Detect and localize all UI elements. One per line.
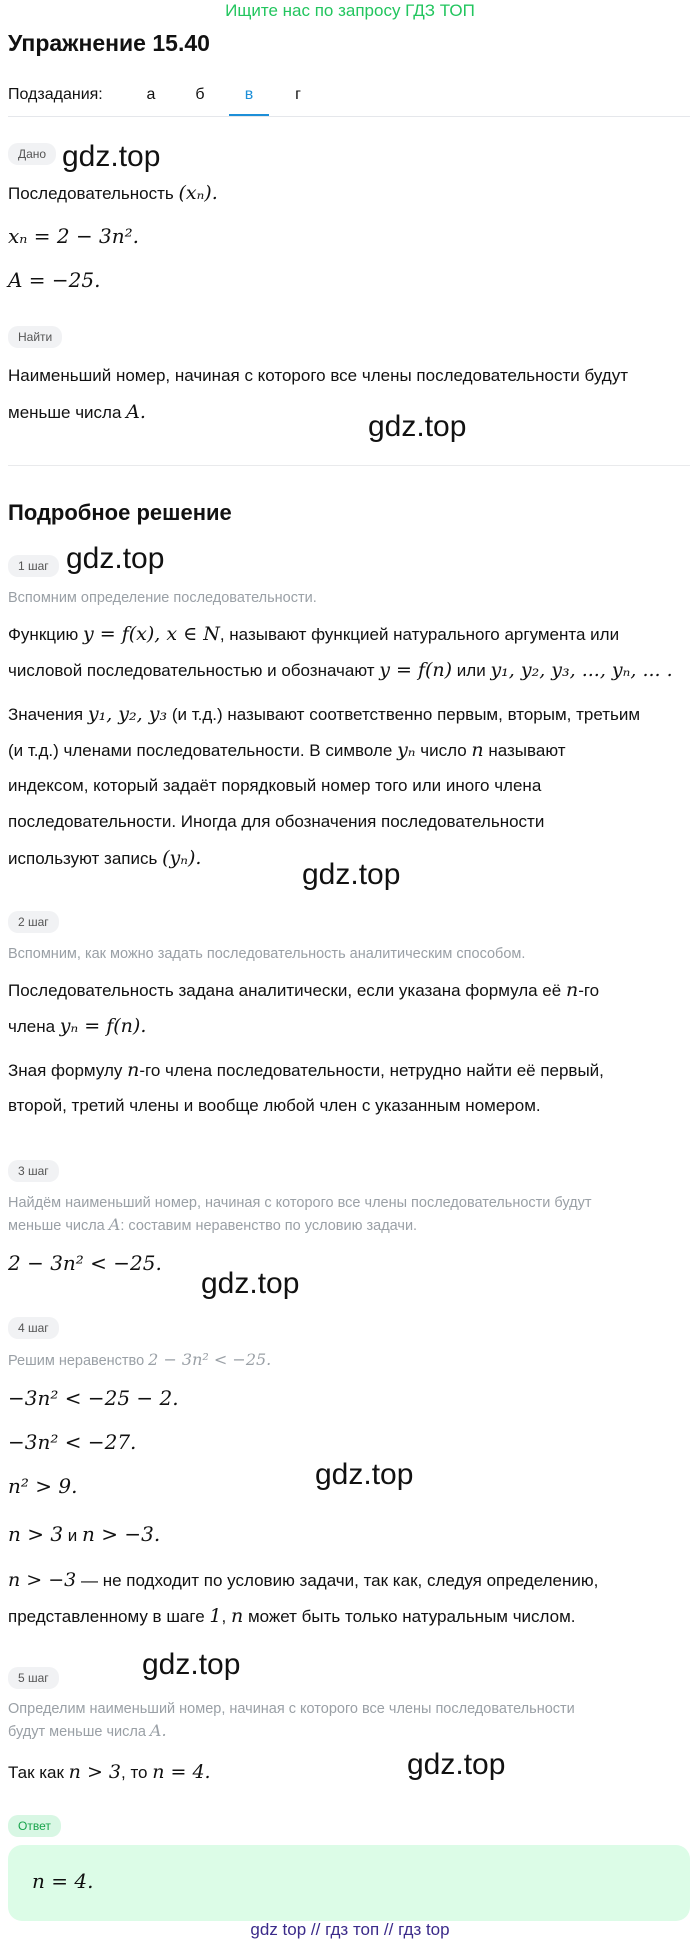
tab-a[interactable]: а (146, 86, 156, 103)
text: Последовательность задана аналитически, если указана формула её (8, 981, 566, 1000)
subtasks-label: Подзадания: (8, 86, 103, 103)
given-math: (xₙ). (178, 182, 218, 204)
text: числовой последовательностью и обозначают (8, 661, 380, 680)
step-5-hint-1: Определим наименьший номер, начиная с которого все члены последовательности (8, 1701, 575, 1717)
given-line (8, 175, 218, 212)
given-formula-xn: xₙ = 2 − 3n². (8, 224, 140, 248)
math: y₁, y₂, y₃, ..., yₙ, ... . (490, 659, 673, 681)
footer-links[interactable]: gdz top // гдз топ // гдз top (250, 1920, 450, 1939)
text: (и т.д.) называют соответственно первым, вторым, третьим (167, 705, 641, 724)
text: будут меньше числа (8, 1724, 150, 1740)
text: или (452, 661, 491, 680)
find-text-2-a: меньше числа (8, 403, 127, 422)
text: , называют функцией натурального аргумента или (219, 625, 620, 644)
step-1-p2-line3: индексом, который задаёт порядковый номер того или иного члена (8, 776, 542, 795)
math: y = f(n) (379, 659, 453, 681)
step-4-formula-2: −3n² < −27. (8, 1430, 137, 1454)
step-3-badge: 3 шаг (8, 1160, 59, 1182)
step-1-p1-line2 (8, 652, 673, 689)
step-1-p2-line1 (8, 696, 640, 733)
step-4-hint (8, 1349, 271, 1372)
text: Значения (8, 705, 88, 724)
text: представленному в шаге (8, 1607, 210, 1626)
math: 2 − 3n² < −25. (148, 1350, 272, 1369)
step-2-p2-line2: второй, третий члены и вообще любой член с указанным номером. (8, 1096, 541, 1115)
math: 1 (209, 1605, 222, 1627)
step-5-hint-2 (8, 1720, 167, 1743)
step-3-hint-1: Найдём наименьший номер, начиная с которого все члены последовательности будут (8, 1195, 592, 1211)
step-2-badge: 2 шаг (8, 911, 59, 933)
math: A (108, 1215, 121, 1234)
step-4-formula-1: −3n² < −25 − 2. (8, 1386, 179, 1410)
watermark: gdz.top (315, 1458, 414, 1491)
text: Функцию (8, 625, 83, 644)
answer-box (8, 1845, 690, 1921)
watermark: gdz.top (66, 542, 165, 575)
text: (и т.д.) членами последовательности. В символе (8, 741, 398, 760)
math: n (127, 1059, 140, 1081)
subtasks-tabs (8, 84, 690, 117)
watermark: gdz.top (368, 410, 467, 443)
step-4-p1-line1 (8, 1562, 598, 1599)
math: (yₙ). (162, 847, 202, 869)
math: n > 3 (68, 1761, 121, 1783)
step-1-badge: 1 шаг (8, 555, 59, 577)
step-3-hint-2 (8, 1214, 417, 1237)
math: n = 4. (152, 1761, 211, 1783)
math: n (230, 1605, 244, 1627)
math: n (565, 979, 579, 1001)
watermark: gdz.top (201, 1267, 300, 1300)
text: Так как (8, 1763, 69, 1782)
math: n (471, 739, 484, 761)
text: Решим неравенство (8, 1353, 149, 1369)
math: n > −3. (82, 1522, 161, 1546)
given-formula-a: A = −25. (8, 268, 101, 292)
answer-formula: n = 4. (32, 1869, 94, 1893)
step-2-p1-line2 (8, 1008, 146, 1045)
text: , (221, 1607, 231, 1626)
tab-g[interactable]: г (295, 86, 301, 103)
find-math: A. (126, 401, 146, 423)
step-5-p1 (8, 1754, 211, 1791)
step-5-badge: 5 шаг (8, 1667, 59, 1689)
step-1-p2-line2 (8, 732, 566, 769)
step-1-p1-line1 (8, 616, 619, 653)
given-text: Последовательность (8, 184, 179, 203)
text: -го (578, 981, 600, 1000)
tab-b[interactable]: б (195, 86, 205, 103)
text: -го члена последовательности, нетрудно найти её первый, (139, 1061, 604, 1080)
step-1-hint: Вспомним определение последовательности. (8, 590, 317, 606)
watermark: gdz.top (142, 1648, 241, 1681)
text: называют (483, 741, 566, 760)
divider (8, 465, 690, 466)
text: используют запись (8, 849, 163, 868)
math: n > −3 (8, 1569, 77, 1591)
step-4-p1-line2 (8, 1598, 576, 1635)
math: yₙ (397, 739, 416, 761)
text: : составим неравенство по условию задачи. (120, 1218, 418, 1234)
watermark: gdz.top (302, 858, 401, 891)
text: может быть только натуральным числом. (243, 1607, 576, 1626)
step-1-p2-line4: последовательности. Иногда для обозначения последовательности (8, 812, 545, 831)
math: A. (149, 1721, 167, 1740)
step-1-p2-line5 (8, 840, 201, 877)
step-2-p1-line1 (8, 972, 599, 1009)
text: и (63, 1526, 83, 1545)
text: — не подходит по условию задачи, так как, следуя определению, (76, 1571, 599, 1590)
step-4-badge: 4 шаг (8, 1317, 59, 1339)
step-3-formula: 2 − 3n² < −25. (8, 1251, 162, 1275)
find-text-1: Наименьший номер, начиная с которого все члены последовательности будут (8, 366, 628, 385)
math: n > 3 (8, 1522, 64, 1546)
solution-title: Подробное решение (8, 500, 232, 525)
step-4-formula-4 (8, 1516, 160, 1554)
find-text-2 (8, 394, 146, 431)
text: число (415, 741, 472, 760)
step-2-hint: Вспомним, как можно задать последовательность аналитическим способом. (8, 946, 526, 962)
text: , то (121, 1763, 153, 1782)
math: y₁, y₂, y₃ (87, 703, 168, 725)
tab-v[interactable]: в (229, 84, 269, 116)
math: y = f(x), x ∈ N (82, 623, 220, 645)
given-badge: Дано (8, 143, 56, 165)
text: меньше числа (8, 1218, 109, 1234)
text: Зная формулу (8, 1061, 128, 1080)
top-banner[interactable]: Ищите нас по запросу ГДЗ ТОП (225, 1, 475, 20)
watermark: gdz.top (62, 140, 161, 173)
step-2-p2-line1 (8, 1052, 604, 1089)
answer-badge: Ответ (8, 1815, 61, 1837)
step-4-formula-3: n² > 9. (8, 1474, 78, 1498)
find-badge: Найти (8, 326, 62, 348)
math: yₙ = f(n). (59, 1015, 147, 1037)
page-title: Упражнение 15.40 (8, 30, 210, 56)
watermark: gdz.top (407, 1748, 506, 1781)
text: члена (8, 1017, 60, 1036)
